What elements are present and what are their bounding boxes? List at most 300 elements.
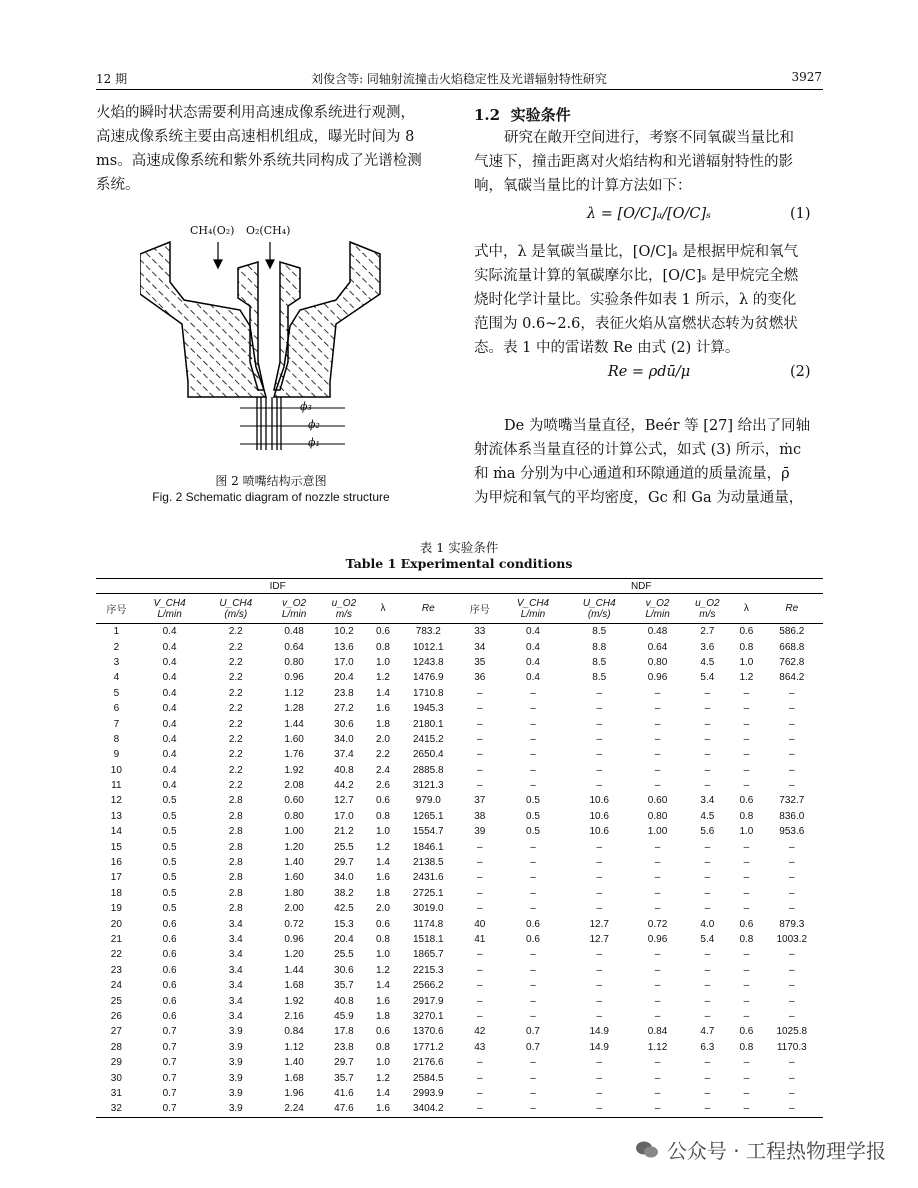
table-cell: 5 [113,687,120,699]
table-cell: 25.5 [334,949,354,961]
table-cell: – [743,872,750,884]
table-cell: 0.6 [162,918,177,930]
table-cell: 1265.1 [412,810,444,822]
table-cell: 4.5 [700,656,715,668]
table-cell: – [477,887,483,899]
table-cell: – [789,995,795,1007]
table-cell: – [704,964,711,976]
table-cell: 1.92 [284,995,304,1007]
table-cell: 1.00 [284,826,304,838]
table-cell: 2.8 [228,857,243,869]
table-cell: 31 [110,1087,122,1099]
table-cell: 3.4 [228,949,243,961]
table-cell: 1.68 [284,1072,304,1084]
table-cell: – [459,1101,500,1117]
table-cell: 668.8 [779,641,805,653]
table-cell: 14.9 [589,1026,609,1038]
right-paragraph-2: 式中，λ 是氧碳当量比，[O/C]ₐ 是根据甲烷和氧气 实际流量计算的氧碳摩尔比，[O/C]ₛ 是甲烷完全燃 烧时化学计量比。实验条件如表 1 所示，λ 的变化 范围为 0.6~2.6，表征火焰从富燃状态转为贫燃状 态。表 1 中的雷诺数 Re 由式 (2) 计算。 [474,244,799,356]
table-cell: – [654,733,661,745]
table-cell: 0.4 [162,764,177,776]
table-cell: 3.4 [228,1010,243,1022]
table-cell: – [743,857,750,869]
table-cell: 0.60 [647,795,668,807]
table-cell: – [743,733,750,745]
table-cell: 25.5 [334,841,354,853]
table-cell: 44.2 [334,780,354,792]
table-cell: 1865.7 [412,949,444,961]
table-body [96,624,823,1118]
table-cell: 1370.6 [412,1026,444,1038]
table-row [96,1040,823,1055]
table-cell: – [477,995,483,1007]
equation-1: λ = [O/C]ₐ/[O/C]ₛ [586,206,712,222]
table-cell: 0.7 [162,1072,177,1084]
table-cell: 35.7 [334,1072,354,1084]
table-cell: – [500,1101,566,1117]
table-cell: 0.5 [162,826,177,838]
table-cell: – [477,872,483,884]
table-cell: 5.4 [700,672,715,684]
table-cell: 2885.8 [412,764,444,776]
table-cell: – [743,687,750,699]
table-cell: – [743,764,750,776]
table-cell: 0.96 [647,672,668,684]
table-cell: 0.4 [162,641,177,653]
table-cell: – [477,733,483,745]
table-row [96,870,823,885]
table-cell: 33 [474,626,486,638]
table-cell: 34.0 [334,733,354,745]
table-cell: 3.4 [228,980,243,992]
table-cell: – [789,841,795,853]
table-cell: – [477,1010,483,1022]
table-cell: 1.6 [376,872,390,884]
table-cell: – [477,949,483,961]
table-cell: 2.8 [228,795,243,807]
table-cell: – [743,749,750,761]
table-cell: – [654,1087,661,1099]
table-cell: 2584.5 [412,1072,444,1084]
table-cell: 0.80 [284,810,304,822]
table-cell: 2.2 [228,626,243,638]
table-cell: 2917.9 [412,995,444,1007]
table-cell: – [789,872,795,884]
table-cell: 2.2 [228,733,243,745]
table-cell: – [530,964,536,976]
table-cell: 0.6 [739,1026,754,1038]
table-cell: 2431.6 [412,872,444,884]
table-row [96,1070,823,1085]
table-cell: 1.0 [376,656,390,668]
table-cell: 3.9 [228,1087,243,1099]
table-cell: – [682,1101,732,1117]
table-cell: 0.6 [739,626,754,638]
table-cell: – [530,733,536,745]
table-cell: – [596,749,603,761]
table-row [96,993,823,1008]
table-cell: – [477,687,483,699]
table-cell: 0.8 [739,810,754,822]
table-cell: – [477,964,483,976]
table-cell: 14.9 [589,1041,609,1053]
table-cell: – [596,1057,603,1069]
table-cell: 0.5 [526,795,540,807]
table-cell: – [530,718,536,730]
fig-phi3: ϕ₃ [300,400,312,413]
table-cell: – [477,1072,483,1084]
table-cell: 3.6 [700,641,715,653]
table-cell: 2.2 [228,718,243,730]
table-cell: 1.4 [376,980,390,992]
table-cell: 16 [110,857,122,869]
table-cell: 37 [474,795,486,807]
table-cell: 953.6 [779,826,805,838]
table-cell: 2.8 [228,887,243,899]
table-cell: 28 [110,1041,122,1053]
table-cell: – [743,1010,750,1022]
table-cell: 1.0 [376,949,390,961]
table-cell: 2.16 [284,1010,304,1022]
table-cell: – [704,1057,711,1069]
table-cell: – [789,1072,795,1084]
table-cell: 0.6 [162,980,177,992]
table-cell: – [596,764,603,776]
table-cell: 2.0 [376,903,390,915]
table-cell: 22 [110,949,122,961]
table-cell: 4.5 [700,810,715,822]
table-cell: 0.84 [647,1026,668,1038]
table-cell: – [596,903,603,915]
table-cell: 1.96 [284,1087,304,1099]
table-cell: 1.20 [284,949,304,961]
table-cell: 38.2 [334,887,354,899]
table-row [96,809,823,824]
table-cell: 34.0 [334,872,354,884]
table-cell: – [743,887,750,899]
table-cell: – [596,718,603,730]
table-cell: 2.8 [228,841,243,853]
table-cell: 0.7 [162,1057,177,1069]
table-cell: 979.0 [415,795,441,807]
table-row [96,670,823,685]
table-cell: 2138.5 [412,857,444,869]
table-cell: 0.7 [137,1101,203,1117]
table-cell: – [704,1072,711,1084]
table-cell: 1.8 [376,718,390,730]
column-header: λ [732,594,760,624]
column-header: λ [369,594,397,624]
equation-1-number: (1) [790,206,811,222]
table-cell: 1170.3 [776,1041,807,1053]
table-cell: 19 [110,903,122,915]
table-cell: 0.7 [526,1041,540,1053]
table-cell: 2.4 [376,764,390,776]
table-cell: – [530,1010,536,1022]
right-paragraph-3: De 为喷嘴当量直径，Beér 等 [27] 给出了同轴 射流体系当量直径的计算公式，如式 (3) 所示，ṁc 和 ṁa 分别为中心通道和环隙通道的质量流量，ρ̄ 为甲烷和氧气的平均密度，Gc 和 Ga 为动量通量， [474,418,811,506]
table-cell: 2.2 [228,656,243,668]
table-cell: 0.6 [376,626,390,638]
table-cell: 836.0 [779,810,805,822]
table-row [96,916,823,931]
table-cell: 8.5 [592,656,607,668]
table-cell: 42.5 [334,903,354,915]
table-cell: 0.5 [162,810,177,822]
table-cell: 1.44 [284,718,304,730]
table-cell: – [596,995,603,1007]
table-cell: 0.6 [526,918,540,930]
table-cell: – [654,1057,661,1069]
table-cell: 1012.1 [412,641,444,653]
table-cell: 1.92 [284,764,304,776]
table-cell: – [530,995,536,1007]
table-cell: – [477,764,483,776]
table-cell: 0.5 [162,903,177,915]
table-cell: 0.5 [162,887,177,899]
table-cell: 47.6 [319,1101,369,1117]
table-cell: 0.5 [526,810,540,822]
table-cell: 11 [111,780,122,792]
table-cell: 2.08 [284,780,304,792]
table-cell: 1.0 [376,826,390,838]
table-cell: 36 [474,672,486,684]
equation-2: Re = ρdū/μ [607,364,691,380]
table-cell: 0.96 [647,934,668,945]
table-cell: 0.80 [284,656,304,668]
table-cell: 0.96 [284,934,304,945]
table-cell: 1.2 [376,1072,390,1084]
table-cell: 1.68 [284,980,304,992]
table-cell: – [789,764,795,776]
table-cell: 1.0 [739,656,754,668]
table-cell: 2.2 [228,687,243,699]
table-cell: 1.00 [647,826,668,838]
table-cell: – [477,980,483,992]
table-row [96,655,823,670]
table-cell: 8 [113,733,120,745]
table-cell: 1.20 [284,841,304,853]
table-cell: 1.40 [284,1057,304,1069]
left-paragraph: 火焰的瞬时状态需要利用高速成像系统进行观测， 高速成像系统主要由高速相机组成，曝光时间为 8 ms。高速成像系统和紫外系统共同构成了光谱检测 系统。 [96,105,422,193]
table-cell: 1.2 [376,841,390,853]
table-cell: 1518.1 [412,934,444,945]
table-cell: – [596,687,603,699]
table-cell: 29.7 [334,857,354,869]
table-cell: 0.4 [162,656,177,668]
nozzle-figure [140,222,430,462]
table-cell: – [789,1057,795,1069]
table-cell: – [530,703,536,715]
table-cell: 2 [113,641,120,653]
table-cell: 30 [110,1072,122,1084]
table-cell: – [704,718,711,730]
table-cell: – [477,749,483,761]
table-row [96,763,823,778]
table-cell: 0.8 [376,810,390,822]
table-cell: – [530,687,536,699]
table-cell: 2566.2 [412,980,444,992]
table-cell: 18 [110,887,122,899]
table-cell: 40 [474,918,486,930]
table-cell: 732.7 [779,795,805,807]
experimental-conditions-table [96,578,823,1118]
table-row [96,947,823,962]
table-cell: 1.6 [376,703,390,715]
table-cell: – [530,872,536,884]
table-cell: 8.8 [592,641,607,653]
table-cell: 0.5 [526,826,540,838]
table-cell: 20.4 [334,934,354,945]
table-cell: – [654,980,661,992]
table-cell: 2.7 [700,626,715,638]
table-cell: 0.48 [284,626,304,638]
table-cell: 1.2 [739,672,754,684]
table-cell: 6.3 [700,1041,715,1053]
table-row [96,701,823,716]
table-cell: 1.4 [376,687,390,699]
table-cell: – [789,718,795,730]
table-cell: – [704,980,711,992]
figure-caption-en: Fig. 2 Schematic diagram of nozzle structure [152,490,390,504]
group-ndf: NDF [459,579,823,594]
table-cell: – [743,1072,750,1084]
table-cell: 24 [110,980,122,992]
table-cell: 0.4 [162,718,177,730]
table-cell: – [654,949,661,961]
equation-2-number: (2) [790,364,811,380]
table-cell: – [530,980,536,992]
table-cell: 21 [110,934,122,945]
table-cell: 0.8 [376,1041,390,1053]
table-cell: 879.3 [779,918,805,930]
page-number: 3927 [791,70,822,84]
watermark: 公众号 · 工程热物理学报 [635,1135,886,1164]
table-cell: – [654,887,661,899]
table-cell: – [704,780,711,792]
table-cell: – [596,964,603,976]
table-cell: – [704,703,711,715]
table-cell: 1.60 [284,733,304,745]
table-cell: 3.4 [228,934,243,945]
table-row [96,963,823,978]
table-cell: 0.4 [162,733,177,745]
table-cell: – [789,887,795,899]
table-cell: – [789,1087,795,1099]
table-cell: 10.6 [589,810,609,822]
table-cell: 3.4 [228,918,243,930]
table-cell: – [654,903,661,915]
table-cell: 3.4 [228,964,243,976]
table-cell: – [654,857,661,869]
table-cell: – [704,1010,711,1022]
table-cell: – [654,780,661,792]
table-cell: 0.84 [284,1026,304,1038]
table-cell: – [704,887,711,899]
table-cell: 3.4 [228,995,243,1007]
table-row [96,1086,823,1101]
table-cell: 2.0 [376,733,390,745]
table-cell: – [743,980,750,992]
issue-number: 12 期 [96,72,128,86]
table-cell: 12.7 [334,795,354,807]
table-cell: – [743,1087,750,1099]
table-cell: 0.5 [162,795,177,807]
table-cell: 0.7 [162,1087,177,1099]
table-cell: 0.6 [376,918,390,930]
column-header: u_O2 m/s [319,594,369,624]
table-cell: 0.6 [162,934,177,945]
table-cell: – [654,841,661,853]
table-caption-cn: 表 1 实验条件 [419,540,499,555]
table-row [96,747,823,762]
table-cell: 45.9 [334,1010,354,1022]
table-cell: – [477,1057,483,1069]
table-cell: 5.6 [700,826,715,838]
table-cell: 0.6 [162,1010,177,1022]
table-cell: 30.6 [334,964,354,976]
table-cell: 41 [474,934,486,945]
table-cell: – [477,703,483,715]
table-cell: 2.2 [228,764,243,776]
table-cell: 2.00 [284,903,304,915]
table-cell: 1.80 [284,887,304,899]
table-cell: 35 [474,656,486,668]
table-cell: 15.3 [334,918,354,930]
table-cell: – [530,949,536,961]
table-cell: 39 [474,826,486,838]
table-cell: 0.4 [162,672,177,684]
table-cell: 0.80 [647,810,668,822]
table-cell: 3.9 [228,1026,243,1038]
table-cell: – [743,995,750,1007]
table-cell: 0.4 [526,672,540,684]
table-row [96,1009,823,1024]
table-cell: – [596,1087,603,1099]
table-cell: 0.7 [526,1026,540,1038]
table-cell: 13 [110,810,122,822]
table-cell: 0.8 [739,641,754,653]
table-cell: 21.2 [334,826,354,838]
table-cell: 30.6 [334,718,354,730]
table-cell: – [789,1010,795,1022]
table-cell: – [704,872,711,884]
table-cell: 3.9 [228,1041,243,1053]
table-cell: 29 [110,1057,122,1069]
table-cell: 37.4 [334,749,354,761]
table-cell: 0.6 [162,949,177,961]
table-cell: 1.28 [284,703,304,715]
table-cell: 32 [96,1101,137,1117]
table-cell: 0.6 [376,1026,390,1038]
table-cell: – [654,995,661,1007]
table-cell: 0.4 [162,780,177,792]
fig-phi1: ϕ₁ [308,436,320,449]
table-cell: – [654,764,661,776]
table-cell: – [789,949,795,961]
table-cell: – [789,903,795,915]
table-cell: 0.4 [162,687,177,699]
table-cell: 10.6 [589,795,609,807]
table-cell: 3 [113,656,120,668]
table-cell: 0.5 [162,857,177,869]
table-cell: – [596,703,603,715]
table-cell: 1.6 [376,995,390,1007]
table-cell: 20 [110,918,122,930]
table-cell: 12 [110,795,122,807]
table-cell: 2.2 [228,703,243,715]
table-cell: – [477,857,483,869]
table-cell: 1554.7 [412,826,444,838]
table-cell: 2.8 [228,826,243,838]
